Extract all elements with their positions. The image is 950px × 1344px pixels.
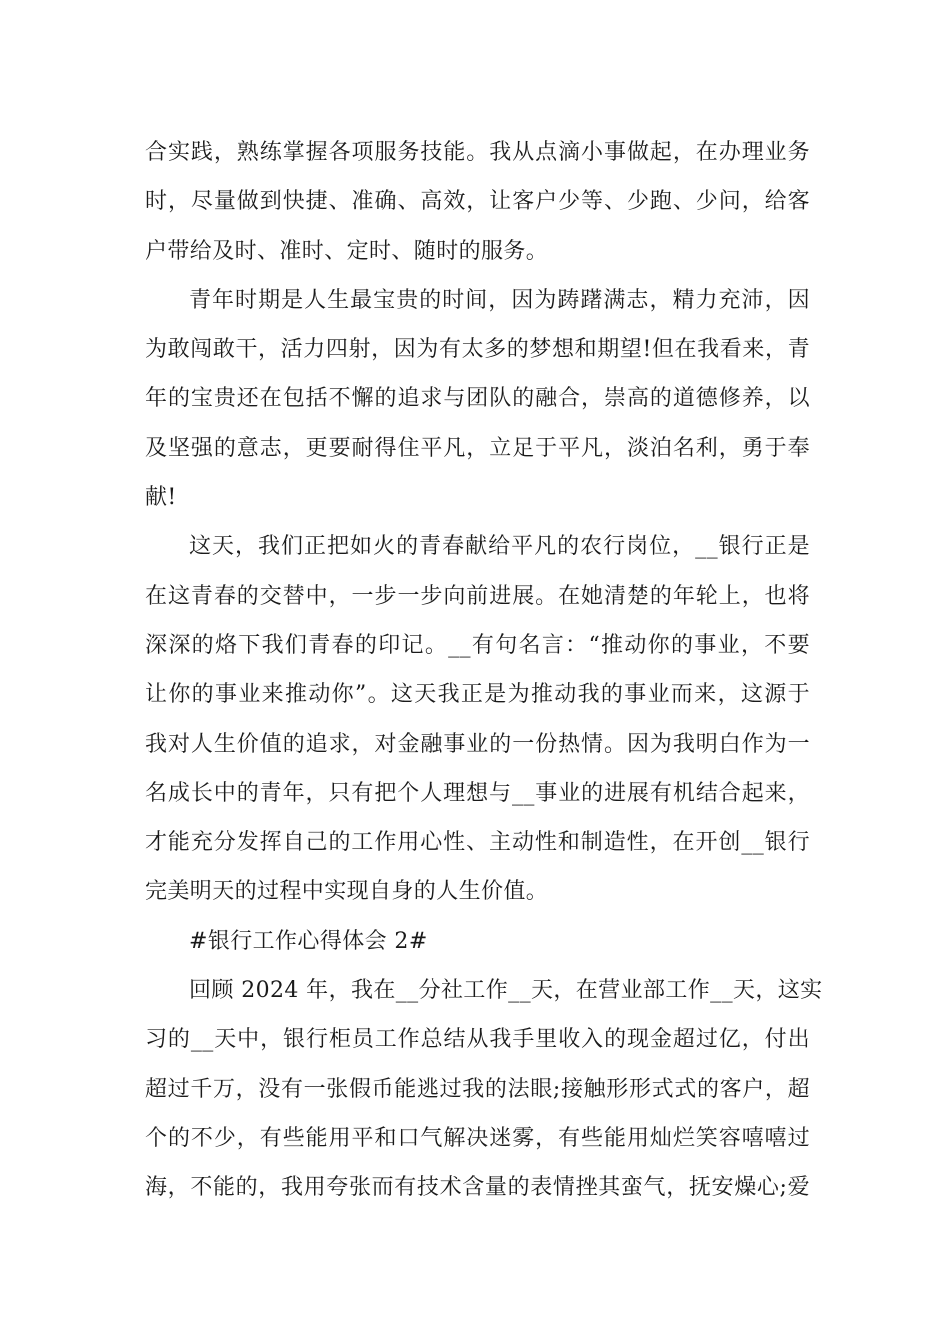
document-body [145,128,823,1213]
text-line: #银行工作心得体会 2# [189,928,428,954]
text-line: 才能充分发挥自己的工作用心性、主动性和制造性，在开创__银行 [145,830,810,856]
text-line: 及坚强的意志，更要耐得住平凡，立足于平凡，淡泊名利，勇于奉 [145,435,810,461]
text-line: 这天，我们正把如火的青春献给平凡的农行岗位，__银行正是 [189,534,810,560]
text-line: 深深的烙下我们青春的印记。__有句名言：“推动你的事业，不要 [145,632,810,658]
text-line: 习的__天中，银行柜员工作总结从我手里收入的现金超过亿，付出 [145,1027,810,1053]
text-line: 在这青春的交替中，一步一步向前进展。在她清楚的年轮上，也将 [145,583,810,609]
text-line: 青年时期是人生最宝贵的时间，因为踌躇满志，精力充沛，因 [189,287,810,313]
text-line: 回顾 2024 年，我在__分社工作__天，在营业部工作__天，这实 [189,978,823,1004]
text-line: 时，尽量做到快捷、准确、高效，让客户少等、少跑、少问，给客 [145,189,810,215]
text-line: 年的宝贵还在包括不懈的追求与团队的融合，崇高的道德修养，以 [145,386,810,412]
text-line: 合实践，熟练掌握各项服务技能。我从点滴小事做起，在办理业务 [145,140,810,165]
text-line: 个的不少，有些能用平和口气解决迷雾，有些能用灿烂笑容嘻嘻过 [145,1125,810,1151]
text-line: 献! [145,485,177,511]
text-line: 完美明天的过程中实现自身的人生价值。 [145,879,549,905]
text-line: 名成长中的青年，只有把个人理想与__事业的进展有机结合起来， [145,780,810,806]
text-line: 海，不能的，我用夸张而有技术含量的表情挫其蛮气，抚安燥心;爱 [145,1175,810,1201]
text-line: 我对人生价值的追求，对金融事业的一份热情。因为我明白作为一 [145,731,810,757]
text-line: 让你的事业来推动你”。这天我正是为推动我的事业而来，这源于 [145,682,810,708]
text-line: 户带给及时、准时、定时、随时的服务。 [145,238,549,264]
text-line: 超过千万，没有一张假币能逃过我的法眼;接触形形式式的客户，超 [145,1076,810,1102]
text-line: 为敢闯敢干，活力四射，因为有太多的梦想和期望!但在我看来，青 [145,337,810,363]
